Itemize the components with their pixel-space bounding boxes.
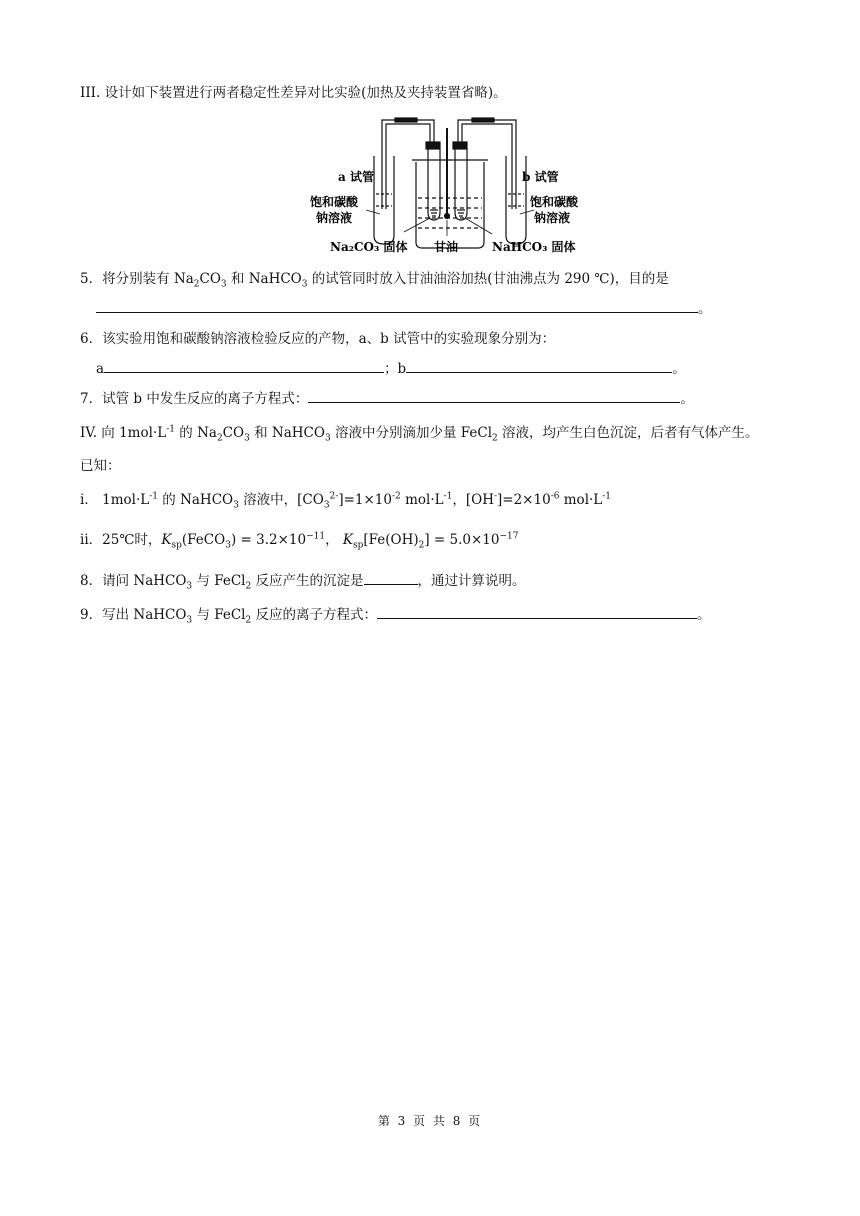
label-glycerol: 甘油	[434, 240, 459, 254]
answer-blank-7[interactable]	[308, 388, 680, 403]
label-right-solution-1: 饱和碳酸	[530, 195, 579, 209]
question-5: 5．将分别装有 $Na_2CO_3$ 和 NaHCO$_3$ 的试管同时放入甘油油浴加热(甘油沸点为 290 ℃)，目的是	[80, 271, 669, 290]
section-4-intro: IV. 向 $1mol\cdot L^{-1}$ 的 $Na_2CO_3$ 和 NaHCO$_3$ 溶液中分别滴加少量 FeCl$_2$ 溶液，均产生白色沉淀，后者有气体产生。	[80, 424, 759, 444]
test-tube-a	[374, 156, 394, 244]
label-na2co3: Na₂CO₃ 固体	[330, 240, 408, 254]
question-6: 6．该实验用饱和碳酸钠溶液检验反应的产物，a、b 试管中的实验现象分别为：	[80, 331, 556, 347]
known-item-ii: ii．25℃时，$K_{sp}(FeCO_3) = 3.2\times 10^{-11}$， $K_{sp}[Fe(OH)_2] = 5.0\times 10^{-17}$	[80, 531, 519, 551]
stopper-right	[453, 142, 467, 149]
label-left-solution-1: 饱和碳酸	[310, 195, 359, 209]
question-6-answer: a ；b 。	[96, 358, 686, 378]
left-delivery-tube	[382, 120, 434, 209]
label-nahco3: NaHCO₃ 固体	[492, 240, 576, 254]
answer-blank-5[interactable]	[96, 298, 698, 313]
answer-blank-8[interactable]	[364, 570, 418, 585]
label-right-solution-2: 钠溶液	[534, 211, 571, 225]
known-item-i: i． $1mol\cdot L^{-1}$ 的 NaHCO$_3$ 溶液中，$[CO_3^{2-}]=1\times 10^{-2}$ $mol\cdot L^{-1}$，$[OH^-]=2\times 10^{-6}$ $mol\cdot L^{-1}$	[80, 491, 612, 511]
answer-blank-9[interactable]	[377, 604, 697, 619]
question-5-answer: 。	[96, 298, 712, 318]
apparatus-diagram	[300, 114, 580, 259]
question-7: 7．试管 b 中发生反应的离子方程式： 。	[80, 388, 694, 408]
answer-blank-6a[interactable]	[104, 358, 384, 373]
question-9: 9．写出 NaHCO$_3$ 与 FeCl$_2$ 反应的离子方程式： 。	[80, 604, 711, 624]
stopper-left	[426, 142, 440, 149]
label-tube-b: b 试管	[522, 170, 559, 184]
label-tube-a: a 试管	[338, 170, 374, 184]
answer-blank-6b[interactable]	[406, 358, 672, 373]
known-heading: 已知：	[80, 458, 121, 474]
beaker	[416, 162, 484, 248]
question-8: 8．请问 NaHCO$_3$ 与 FeCl$_2$ 反应产生的沉淀是 ，通过计算说明。	[80, 570, 526, 590]
page-footer: 第 3 页 共 8 页	[377, 1114, 483, 1128]
section-3-intro: III. 设计如下装置进行两者稳定性差异对比实验(加热及夹持装置省略)。	[80, 85, 507, 101]
label-left-solution-2: 钠溶液	[316, 211, 353, 225]
